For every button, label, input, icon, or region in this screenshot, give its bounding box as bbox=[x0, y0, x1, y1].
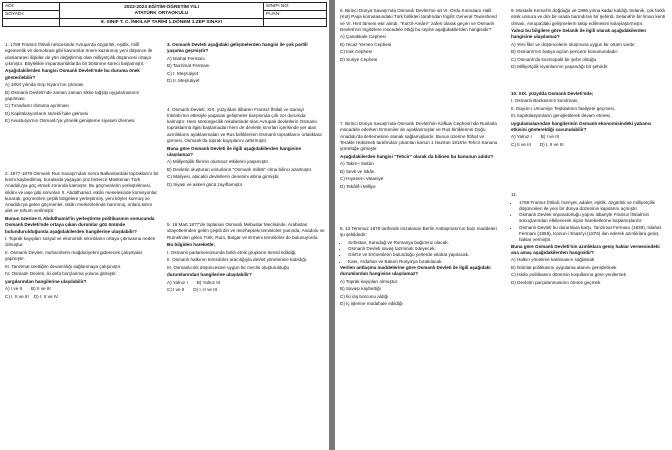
q11-list bbox=[511, 200, 666, 244]
q8-option-c: C) İki dış borcunu aldığı bbox=[340, 293, 389, 299]
q4-option-a: A) Milliyetçilik fikrinin olumsuz etkilerini yaşamıştır. bbox=[167, 159, 270, 165]
q5-option-c: C) I ve II bbox=[167, 287, 185, 293]
q8-option-b: B) Savaşı kaybettiği bbox=[340, 286, 381, 292]
q8-item-4: • Kars, Ardahan ve Batum Rusya'ya bırakılacak. bbox=[348, 259, 498, 265]
exam-title-line2: ATATÜRK ORTAOKULU bbox=[134, 10, 189, 16]
exam-title bbox=[60, 3, 264, 19]
q6-option-c: C) Irak Cephesi bbox=[340, 49, 372, 55]
q4-prompt: Buna göre Osmanlı Devleti ile ilgili aşağıdakilerden hangisine ulaşılamaz? bbox=[167, 145, 302, 157]
q7-option-c: C) Hıyanet-i Vataniye bbox=[340, 176, 384, 182]
page2-column-right bbox=[511, 8, 666, 287]
q1-prompt: Aşağıdakilerden hangisi Osmanlı Devleti'nde bu duruma önek gösterilebilir? bbox=[5, 68, 140, 80]
q9-option-b: B) Osmanlı'nın batıya açılan pencere konumundadır. bbox=[511, 49, 619, 55]
q9-option-a: A) Yeni fikir ve düşüncelerin oluşmuna uygun bir ortam vardır. bbox=[511, 41, 636, 47]
q6-option-b: B) Hicaz-Yemen Cephesi bbox=[340, 41, 392, 47]
q8-option-a: A) Toprak kayıpları olmuştur. bbox=[340, 278, 399, 284]
q5-item-2: II. Osmanlı halkının temsilciler aracılığıyla devlet yönetimine katıldığı, bbox=[167, 257, 308, 263]
q2-item-3: III. Tanzimat ürettiğim devamlılığı sağlanmaya çalışmıştır. bbox=[5, 263, 122, 269]
q10-option-a: A) Yalnız I bbox=[511, 134, 532, 140]
q10-text: 10. XIX. yüzyılda Osmanlı Devleti'nde; bbox=[511, 90, 594, 96]
q2-option-c: C) I, II ve III bbox=[5, 293, 29, 299]
q11-item-2: • Osmanlı Devleti imparatorluğu yapısı itibariyle Fransız İhtilali'nin sonuçlarından etkilenerek isyan hareketlerine başlamışlardır. bbox=[519, 212, 666, 225]
q7-option-a: A) Takrir-i Sükûn bbox=[340, 161, 374, 167]
q8-list bbox=[340, 240, 498, 265]
q11-option-b: B) İstimlat politikasını uygulama alanını genişletmek bbox=[511, 264, 617, 270]
q5-item-3: III. Osmanlıcılık düşüncesine uygun bir meclis oluşturulduğu bbox=[167, 264, 290, 270]
q2-option-a: A) I ve II bbox=[5, 286, 23, 292]
q9-option-c: C) Osmanlı'da kozmopolit bir şehir olduğu bbox=[511, 56, 597, 62]
q3-option-b: B) Tanzimat Fermanı bbox=[167, 63, 210, 69]
q5-option-b: B) Yalnız III bbox=[196, 279, 221, 285]
q8-item-1: • Sırbistan, Karadağ ve Romanya bağımsız olacak. bbox=[348, 240, 498, 246]
q3-option-a: A) Islahat Fermanı bbox=[167, 55, 205, 61]
q2-text2: Bunun üzerine II. Abdülhamid'in yerleştirme politikasının sonucunda Osmanlı Devleti'nde ortaya çıkan durumlar göz önünde bulundurulduğunda aşağıdakilerden hangilerine ulaşılabilir? bbox=[5, 215, 155, 234]
q2-text: 2. 1877-1878 Osmanlı Rus Savaşı'ndan sonra Balkanlardaki topraklarını bir kısmı kaybedilmiş, buralarda yaşayan yüz binlerce Müslüman Türk Anadolu'ya göç etmek zorunda kalmıştır. Bu göçmenlerin yerleştirilmesi, iskânı ve iaşe gibi sorunları II. Abdülhamid, iskân meselesinde komisyonlar kurarak, göçmenleri çeşitli bölgelere yerleştirmiş, yeni köyler kurmuş ve Anadolu'ya gelen göçmenler, iskân merkezlerinde barınmış, onlara tarım alet ve tohum verilmiştir. bbox=[5, 170, 159, 214]
q11-option-d: D) Devletin parçalanmasının önüne geçmek bbox=[511, 279, 601, 285]
q4-option-d: D) Siyasi ve askeri gücü zayıflamıştır. bbox=[167, 181, 244, 187]
q1-text: 1. 1789 Fransız İhtilali neticesinde Avrupa'da özgürlük, eşitlik, millî egemenlik ve demokrasi gibi kavramlar önem kazanmış yeni düşünce ile uluslararası ilişkiler de yön değiştirmiş olan milliyetçilik düşüncesi ortaya çıkmıştır. Böylelikle imparatorluklarda bir bölünme süreci başlamıştır. bbox=[5, 42, 153, 66]
q10-option-c: C) II ve III bbox=[511, 141, 531, 147]
q4-option-b: B) Devletin oluşturan unsurların "Osmanlı milleti" olma bilinci azalmıştır. bbox=[167, 166, 313, 172]
surname-label: SOYADI: bbox=[3, 11, 60, 19]
q3-option-c: C) I. Meşrutiyet bbox=[167, 70, 199, 76]
q2-option-b: B) II ve III bbox=[31, 286, 51, 292]
exam-title-line3: 8. SINIF T. C. İNKILAP TARİHİ 1.DÖNEM 1.ZEP SINAVI bbox=[60, 19, 264, 27]
q1-option-c: C) Tımarların ıltizama ayrılması bbox=[5, 103, 69, 109]
exam-page-1 bbox=[0, 0, 329, 450]
q7-option-d: D) Tekâlif-i Milliye bbox=[340, 183, 376, 189]
q9-option-d: D) Milliyetçilik isyanlarının yaşandığı bir şehirdir. bbox=[511, 64, 609, 70]
q9-text: 9. Mustafa Kemal'in doğduğu ve 1896 yılına kadar kaldığı Selanik, çok farklı etnik unsura ve dini bir arada barındıran bir şehirdi. Selanik'in bir liman kenti olması, Avrupa'daki gelişmelerin takip edilmesini kolaylaştırmıştır. bbox=[511, 8, 666, 26]
q11-option-a: A) Halkın yönetime katılmasını sağlamak bbox=[511, 257, 595, 263]
q8-option-d: D) İç işlerine müdahale edildiği bbox=[340, 301, 403, 307]
q3-option-d: D) II. Meşrutiyet bbox=[167, 78, 200, 84]
q2-item-2: II. Osmanlı Devleti, muhacirlerin mağduriyetini giderecek çalışmalar yapmıştır. bbox=[5, 249, 143, 262]
q1-option-e: E) Avusturya'nın Osmanlı'ya yönelik genişleme siyaseti izlemesi bbox=[5, 118, 135, 124]
q5-option-a: A) Yalnız I bbox=[167, 279, 188, 285]
page1-column-right bbox=[167, 42, 325, 295]
q10-item-1: I. Osmanlı Bankasının kurulması, bbox=[511, 98, 579, 104]
q11-number: 11. bbox=[511, 192, 518, 198]
q11-item-1: • 1789 Fransız İhtilali; hürriyet, adalet, eşitlik, özgürlük ve milliyetçilik düşünceleri ile yeni bir dünya düzeninin kapılarını açmıştır. bbox=[519, 200, 666, 213]
q11-item-3: • Osmanlı Devleti bu durumlara karşı, Tanzimat Fermanı (1839), Islahat Fermanı (1856), Kanun-i Esasi'yi (1876) ilan ederek azınlıklara geniş haklar vermiştir. bbox=[519, 225, 666, 244]
q5-text: 5. 19 Mart 1877'de toplanan Osmanlı Mebuslar Meclisinde, Arabistan vilayetlerinden gelen çeşitli din ve mezhepteki temsilciler yanında, Anadolu ve Rumeli'den gelen Türk, Rum, Bulgar ve Ermeni temsilciler de bulunuyordu. bbox=[167, 222, 325, 240]
q6-text: 6. Birinci Dünya Savaşı'nda Osmanlı Devleti'ne ait VI. Ordu Komutanı Halil (Kut) Paşa komutasındaki Türk birlikleri tarafından İngiliz General Townshend ve VI. Hint tümeni esir alındı. "Kut'ül-Amâre" zaferi olarak geçen ve Osmanlı Devleti'nin İngilizlere mücadele ettiği bu cephe aşağıdakilerden hangisidir? bbox=[340, 8, 497, 32]
q10-item-2: II. Düyun-ı Umumiye Teşkilatının faaliyete geçmesi, bbox=[511, 105, 616, 111]
q2-item-4: IV. Osmanlı Devleti, iki defa borçlanma yoluna gitmiştir. bbox=[5, 271, 117, 277]
q7-prompt: Aşağıdakilerden hangisi "Tehcir" olarak da bilinen bu kanunun adıdır? bbox=[340, 153, 494, 159]
q4-text: 4. Osmanlı Devleti, XIX. yüzyıldan itibaren Fransız İhtilali ve Sanayi İnkılabı'nın etkisiyle yaşanan gelişmeler karşısında çok zor durumda kalmıştır. Hem sömürgecilik rekabetinde olan Avrupalı devletlerin Osmanlı topraklarına ilgisi başlamadan hem de devletin sınırları içerisinde yer alan azınlıkların ayaklanmaları ve Rus birliklerinin Osmanlı topraklarını ortalıklara girmesi, Osmanlı'da toprak kayıplarını arttırmıştır. bbox=[167, 106, 322, 144]
page1-column-left bbox=[5, 42, 160, 301]
q2-prompt: yargılarından hangilerine ulaşılabilir? bbox=[5, 278, 87, 284]
q8-prompt: Verilen antlaşma maddelerine göre Osmanlı Devleti ile ilgili aşağıdaki durumlardan hangisine ulaşılamaz? bbox=[340, 265, 491, 277]
q11-prompt: Buna göre Osmanlı Devleti'nin azınlıklara geniş haklar vermesindeki ana amaç aşağıdakilerden hangisidir? bbox=[511, 243, 660, 255]
score-label: PUAN: bbox=[264, 11, 327, 19]
q6-option-a: A) Çanakkale Cephesi bbox=[340, 34, 386, 40]
q10-option-b: B) I ve III bbox=[540, 134, 560, 140]
q11-option-c: C) İskân politikasını dönemin koşullarına göre yenilemek bbox=[511, 272, 626, 278]
q10-option-d: D) I, II ve III bbox=[539, 141, 564, 147]
exam-header bbox=[2, 2, 327, 27]
q2-item-1: I. Toprak kayıpları sosyal ve ekonomik sıkıntıların ortaya çıkmasına neden olmuştur. bbox=[5, 236, 156, 248]
q1-option-b: B) Osmanlı Devleti'nde zaman zaman sikke tağşişi uygulamasının yapılması bbox=[5, 89, 140, 101]
exam-title-line1: 2022-2023 EĞİTİM-ÖĞRETİM YILI bbox=[124, 4, 199, 10]
q10-prompt: uygulamalarından hangilerinin Osmanlı ekonomisindeki yabancı etkisini göstereldiği savunulabilir? bbox=[511, 120, 652, 132]
q5-option-d: D) I, II ve III bbox=[193, 287, 218, 293]
q1-option-d: D) Kapitülasyonların sürekli hale gelmesi bbox=[5, 110, 88, 116]
q7-text: 7. Birinci Dünya Savaşı'nda Osmanlı Devleti'nin Kafkas Cephesi'nde Ruslarla mücadele ederken Ermeniler de ayaklanmışlar ve Rus birliklerinin Doğu Anadolu'da ilerlemesine olanak sağlamışlardır. Bunun üzerine İttihat ve Terakki Hükümeti tarafından çıkarılan kanun 1 Haziran 1915'te Tehcir Kanunu yürürlüğe girmiştir. bbox=[340, 121, 498, 152]
q6-option-d: D) Suriye Cephesi bbox=[340, 56, 378, 62]
q7-option-b: B) Sevk ve İskân bbox=[340, 168, 375, 174]
q8-item-2: • Osmanlı Devleti savaş tazminatı ödeyecek. bbox=[348, 246, 498, 252]
q8-text: 8. 13 Temmuz 1878 tarihinde imzalanan Berlin Antlaşması'nın bazı maddeleri şu şekildedir: bbox=[340, 226, 497, 238]
class-label: SINIFI NO: bbox=[264, 3, 327, 11]
q8-item-3: • Girit'te ve Ermenilerin bulunduğu yerlerde ıslahat yapılacak. bbox=[348, 252, 498, 258]
q4-option-c: C) Maliyesi, alacaklı devletlerin denetimi altına girmiştir. bbox=[167, 174, 280, 180]
q5-prompt: Bu bilgiden hareketle; bbox=[167, 242, 215, 248]
page2-column-left bbox=[340, 8, 498, 309]
q5-item-1: I. Osmanlı parlamentosunda farklı etnik grupların temsil edildiği, bbox=[167, 249, 297, 255]
name-label: ADI: bbox=[3, 3, 60, 11]
q10-item-3: III. kapitülasyonların genişletilerek devam etmesi bbox=[511, 113, 610, 119]
q9-prompt: Yalnız bu bilgilere göre Selanik ile ilgili olarak aşağıdakilerden hangisine ulaşılamaz? bbox=[511, 28, 647, 40]
q5-prompt2: durumlarından hangilerine ulaşılabilir? bbox=[167, 272, 252, 278]
exam-page-2 bbox=[335, 0, 672, 450]
q2-option-d: D) I, II ve IV bbox=[33, 293, 59, 299]
q3-text: 3. Osmanlı Devleti aşağıdaki gelişmelerden hangisi ile çok partili yaşama geçmiştir? bbox=[167, 42, 308, 54]
q1-option-a: A) 1804 yılında Sırp İsyanı'nın çıkması bbox=[5, 82, 84, 88]
